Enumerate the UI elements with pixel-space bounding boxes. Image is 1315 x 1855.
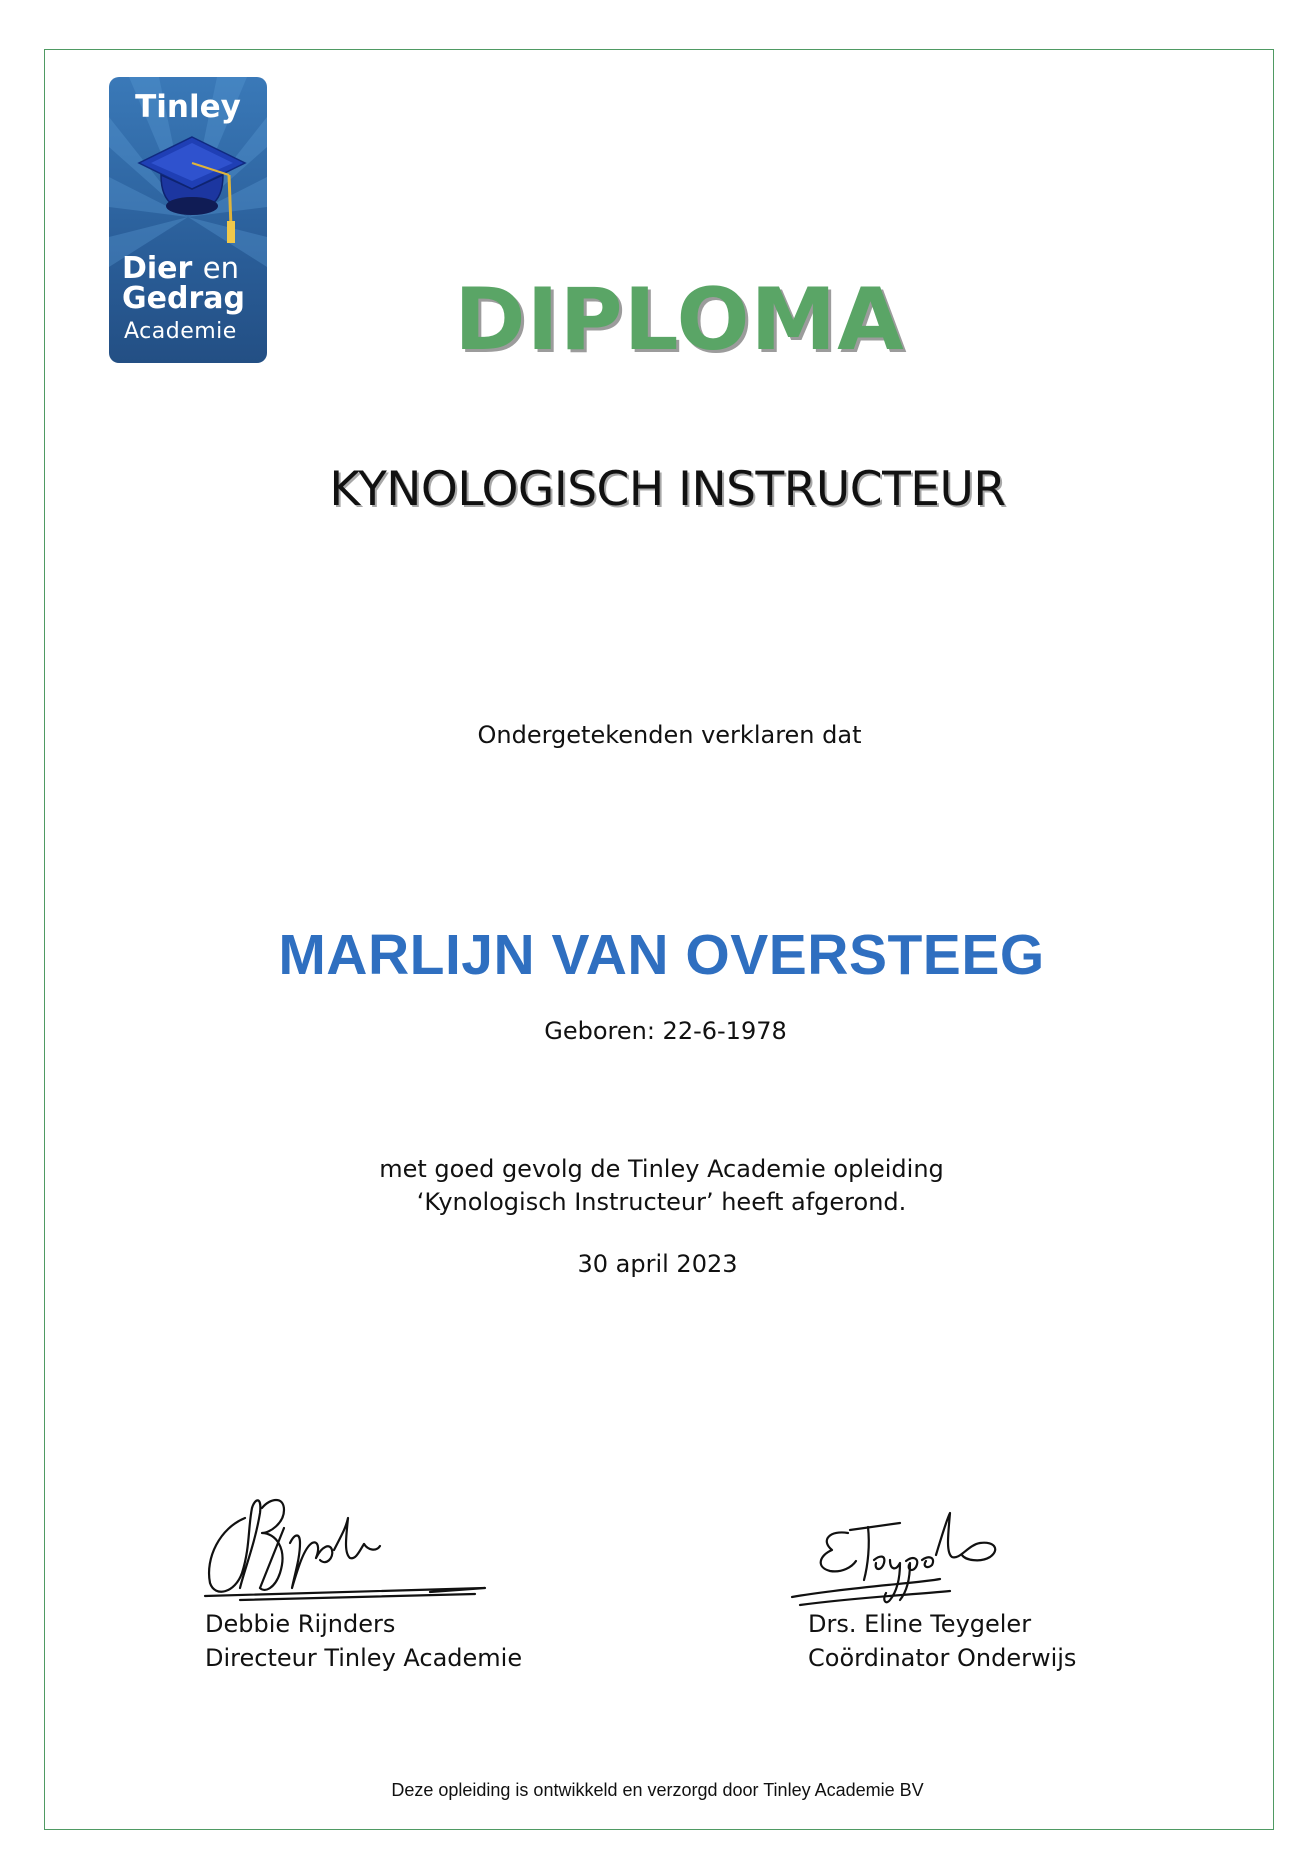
signatory-left-role: Directeur Tinley Academie <box>205 1644 523 1672</box>
signature-eline-teygeler <box>790 1505 1030 1615</box>
graduate-name: MARLIJN VAN OVERSTEEG <box>278 923 1045 987</box>
logo-line-dier: Dier en <box>122 251 240 286</box>
intro-text: Ondergetekenden verklaren dat <box>477 721 862 749</box>
logo-brand-text: Tinley <box>135 89 241 125</box>
signatory-right <box>808 1607 1076 1675</box>
diploma-title: DIPLOMA <box>454 270 905 370</box>
diploma-subtitle: KYNOLOGISCH INSTRUCTEUR <box>329 462 1006 517</box>
statement-line-1: met goed gevolg de Tinley Academie opleiding <box>379 1155 944 1183</box>
completion-date: 30 april 2023 <box>577 1250 738 1278</box>
signatory-left-name: Debbie Rijnders <box>205 1610 396 1638</box>
footer-note: Deze opleiding is ontwikkeld en verzorgd door Tinley Academie BV <box>391 1780 924 1800</box>
birth-date: Geboren: 22-6-1978 <box>544 1017 787 1045</box>
signatory-right-name: Drs. Eline Teygeler <box>808 1610 1032 1638</box>
signature-debbie-rijnders <box>200 1488 490 1608</box>
statement-line-2: ‘Kynologisch Instructeur’ heeft afgerond. <box>416 1188 907 1216</box>
signatory-left <box>205 1607 522 1675</box>
signatory-right-role: Coördinator Onderwijs <box>808 1644 1077 1672</box>
logo-line-gedrag: Gedrag <box>122 281 245 316</box>
logo-line-academie: Academie <box>124 319 237 344</box>
graduation-cap-icon <box>137 135 247 245</box>
